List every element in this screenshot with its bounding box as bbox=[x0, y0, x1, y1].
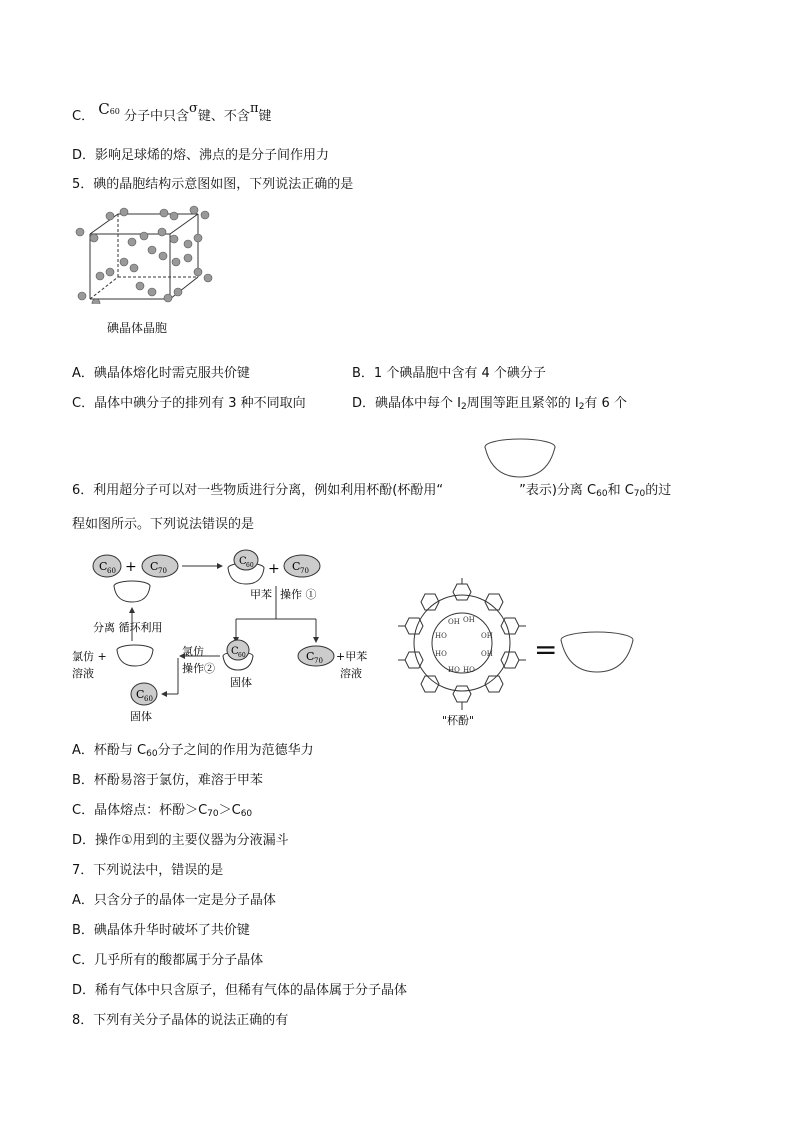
svg-text:HO: HO bbox=[448, 666, 460, 674]
operation-2-label: 操作② bbox=[182, 662, 215, 675]
q6-option-b: B．杯酚易溶于氯仿，难溶于甲苯 bbox=[72, 773, 263, 788]
svg-text:HO: HO bbox=[435, 632, 447, 640]
c60-solid-bottom bbox=[131, 683, 157, 705]
solid-label: 固体 bbox=[130, 710, 152, 723]
label-70: 70 bbox=[158, 567, 167, 575]
calixarene-bowl-large bbox=[558, 630, 636, 676]
svg-text:OH: OH bbox=[481, 632, 493, 640]
svg-text:HO: HO bbox=[435, 650, 447, 658]
q4-option-c bbox=[72, 100, 272, 127]
subscript: 60 bbox=[240, 809, 253, 819]
c70-in-toluene bbox=[298, 646, 334, 666]
option-text: 键、不含 bbox=[197, 109, 250, 124]
q6-option-a bbox=[72, 742, 314, 763]
chloroform-plus-label: 氯仿 + bbox=[72, 650, 107, 663]
label-70: 70 bbox=[314, 657, 323, 665]
q7-option-c: C．几乎所有的酸都属于分子晶体 bbox=[72, 953, 264, 968]
c60-molecule-top bbox=[93, 555, 121, 577]
q6-stem bbox=[72, 482, 671, 503]
text: ”表示)分离 C bbox=[519, 483, 597, 498]
bowl-with-c60-solid bbox=[223, 640, 253, 670]
equals-sign: = bbox=[534, 633, 558, 666]
text: 6．利用超分子可以对一些物质进行分离，例如利用杯酚(杯酚用“ bbox=[72, 483, 444, 498]
plus-toluene-label: +甲苯 bbox=[336, 650, 368, 663]
iodine-unit-cell-figure bbox=[70, 204, 215, 304]
subscript: 2 bbox=[460, 402, 467, 412]
option-letter: C． bbox=[72, 109, 95, 124]
pi-symbol: π bbox=[249, 101, 259, 116]
q5-option-d bbox=[352, 395, 627, 416]
text: 分子之间的作用为范德华力 bbox=[157, 743, 314, 758]
label-c: C bbox=[239, 556, 247, 567]
label-c: C bbox=[150, 560, 159, 573]
q5-option-b: B．1 个碘晶胞中含有 4 个碘分子 bbox=[352, 366, 546, 381]
formula-subscript: 60 bbox=[109, 107, 120, 116]
plus-sign: + bbox=[125, 559, 137, 575]
empty-bowl-recycle bbox=[114, 581, 150, 602]
bowl-with-c60-top bbox=[228, 550, 264, 584]
calixarene-structure-figure bbox=[395, 578, 530, 728]
q4-option-d: D．影响足球烯的熔、沸点的是分子间作用力 bbox=[72, 148, 330, 163]
toluene-label: 甲苯 bbox=[250, 588, 272, 601]
text: 的过 bbox=[645, 483, 672, 498]
svg-text:OH: OH bbox=[481, 650, 493, 658]
label-c: C bbox=[99, 560, 108, 573]
q5-option-c: C．晶体中碘分子的排列有 3 种不同取向 bbox=[72, 396, 306, 411]
label-60: 60 bbox=[246, 562, 254, 569]
svg-text:OH: OH bbox=[463, 616, 475, 624]
subscript: 70 bbox=[633, 489, 646, 499]
solution-label: 溶液 bbox=[72, 667, 94, 680]
label-c: C bbox=[136, 688, 145, 701]
option-text: 分子中只含 bbox=[124, 109, 190, 124]
label-c: C bbox=[306, 650, 315, 663]
subscript: 60 bbox=[146, 749, 158, 759]
q7-option-a: A．只含分子的晶体一定是分子晶体 bbox=[72, 893, 276, 908]
separate-recycle-label: 分离 循环利用 bbox=[93, 621, 163, 634]
calixarene-bowl-icon bbox=[482, 437, 558, 481]
chloroform-label: 氯仿 bbox=[182, 645, 204, 658]
subscript: 70 bbox=[207, 809, 219, 819]
text: D．碘晶体中每个 I bbox=[352, 396, 461, 411]
label-c: C bbox=[231, 646, 239, 657]
sigma-symbol: σ bbox=[189, 101, 198, 116]
subscript: 2 bbox=[578, 402, 585, 412]
solid-label: 固体 bbox=[230, 676, 252, 689]
c60-formula bbox=[98, 100, 120, 118]
text: C．晶体熔点：杯酚＞C bbox=[72, 803, 208, 818]
label-60: 60 bbox=[144, 695, 153, 703]
text: A．杯酚与 C bbox=[72, 743, 147, 758]
subscript: 60 bbox=[596, 489, 608, 499]
iodine-figure-caption: 碘晶体晶胞 bbox=[107, 321, 168, 335]
formula-base: C bbox=[98, 100, 110, 118]
label-c: C bbox=[292, 560, 301, 573]
calixarene-label: "杯酚" bbox=[442, 714, 475, 727]
q7-option-b: B．碘晶体升华时破坏了共价键 bbox=[72, 923, 250, 938]
label-70: 70 bbox=[300, 567, 309, 575]
c70-molecule-top bbox=[142, 555, 178, 577]
q6-option-c bbox=[72, 802, 252, 823]
q5-option-a: A．碘晶体熔化时需克服共价键 bbox=[72, 366, 250, 381]
solution-label: 溶液 bbox=[340, 667, 362, 680]
operation-1-label: 操作 ① bbox=[280, 588, 317, 601]
q7-stem: 7．下列说法中，错误的是 bbox=[72, 863, 224, 878]
svg-text:HO: HO bbox=[463, 666, 475, 674]
svg-text:OH: OH bbox=[448, 618, 460, 626]
q6-option-d: D．操作①用到的主要仪器为分液漏斗 bbox=[72, 833, 289, 848]
option-text: 键 bbox=[258, 109, 272, 124]
separation-process-diagram bbox=[70, 546, 400, 726]
bowl-in-solution bbox=[117, 645, 153, 666]
plus-sign: + bbox=[268, 561, 280, 577]
q7-option-d: D．稀有气体中只含原子，但稀有气体的晶体属于分子晶体 bbox=[72, 983, 408, 998]
text: 周围等距且紧邻的 I bbox=[466, 396, 579, 411]
label-60: 60 bbox=[238, 652, 246, 659]
text: 有 6 个 bbox=[584, 396, 627, 411]
c70-molecule-right bbox=[284, 555, 320, 577]
label-60: 60 bbox=[107, 567, 116, 575]
q5-stem: 5．碘的晶胞结构示意图如图，下列说法正确的是 bbox=[72, 177, 354, 192]
text: ＞C bbox=[218, 803, 241, 818]
q8-stem: 8．下列有关分子晶体的说法正确的有 bbox=[72, 1013, 289, 1028]
q6-stem-line2: 程如图所示。下列说法错误的是 bbox=[72, 517, 255, 532]
text: 和 C bbox=[607, 483, 634, 498]
